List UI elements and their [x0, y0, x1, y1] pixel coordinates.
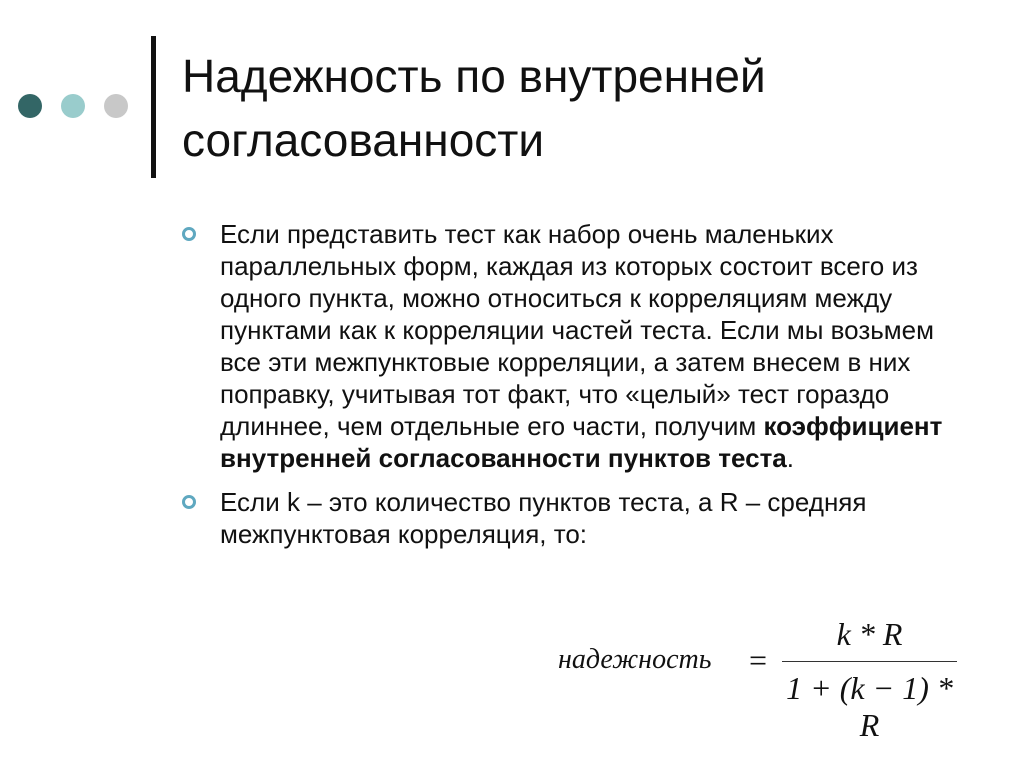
slide-title-line1: Надежность по внутренней — [182, 50, 766, 102]
bullet-2-text: Если k – это количество пунктов теста, а R – средняя межпунктовая корреляция, то: — [220, 487, 867, 549]
bullet-item-2 — [182, 486, 962, 550]
formula-lhs: надежность — [558, 644, 712, 675]
dot-teal-icon — [61, 94, 85, 118]
dot-gray-icon — [104, 94, 128, 118]
bullet-list — [182, 218, 962, 562]
formula-fraction-bar — [782, 661, 957, 662]
dot-dark-icon — [18, 94, 42, 118]
bullet-1-text: Если представить тест как набор очень маленьких параллельных форм, каждая из которых состоит всего из одного пункта, можно относиться к корреляциям между пунктами как к корреляции частей теста. Если мы возьмем все эти межпунктовые корреляции, а затем внесем в них поправку, учитывая тот факт, что «целый» тест гораздо длиннее, чем отдельные его части, получим — [220, 219, 935, 441]
formula-equals: = — [749, 642, 768, 678]
slide-title — [182, 44, 1002, 172]
bullet-ring-icon — [182, 495, 196, 509]
bullet-item-1 — [182, 218, 962, 474]
slide-title-line2: согласованности — [182, 114, 545, 166]
formula-numerator: k * R — [836, 616, 903, 652]
bullet-1-end: . — [786, 443, 795, 473]
reliability-formula — [555, 612, 975, 743]
bullet-ring-icon — [182, 227, 196, 241]
title-divider — [151, 36, 156, 178]
formula-denominator: 1 + (k − 1) * R — [786, 670, 953, 743]
bullet-1-bold-term: коэффициент внутренней согласованности пунктов теста — [220, 411, 943, 473]
